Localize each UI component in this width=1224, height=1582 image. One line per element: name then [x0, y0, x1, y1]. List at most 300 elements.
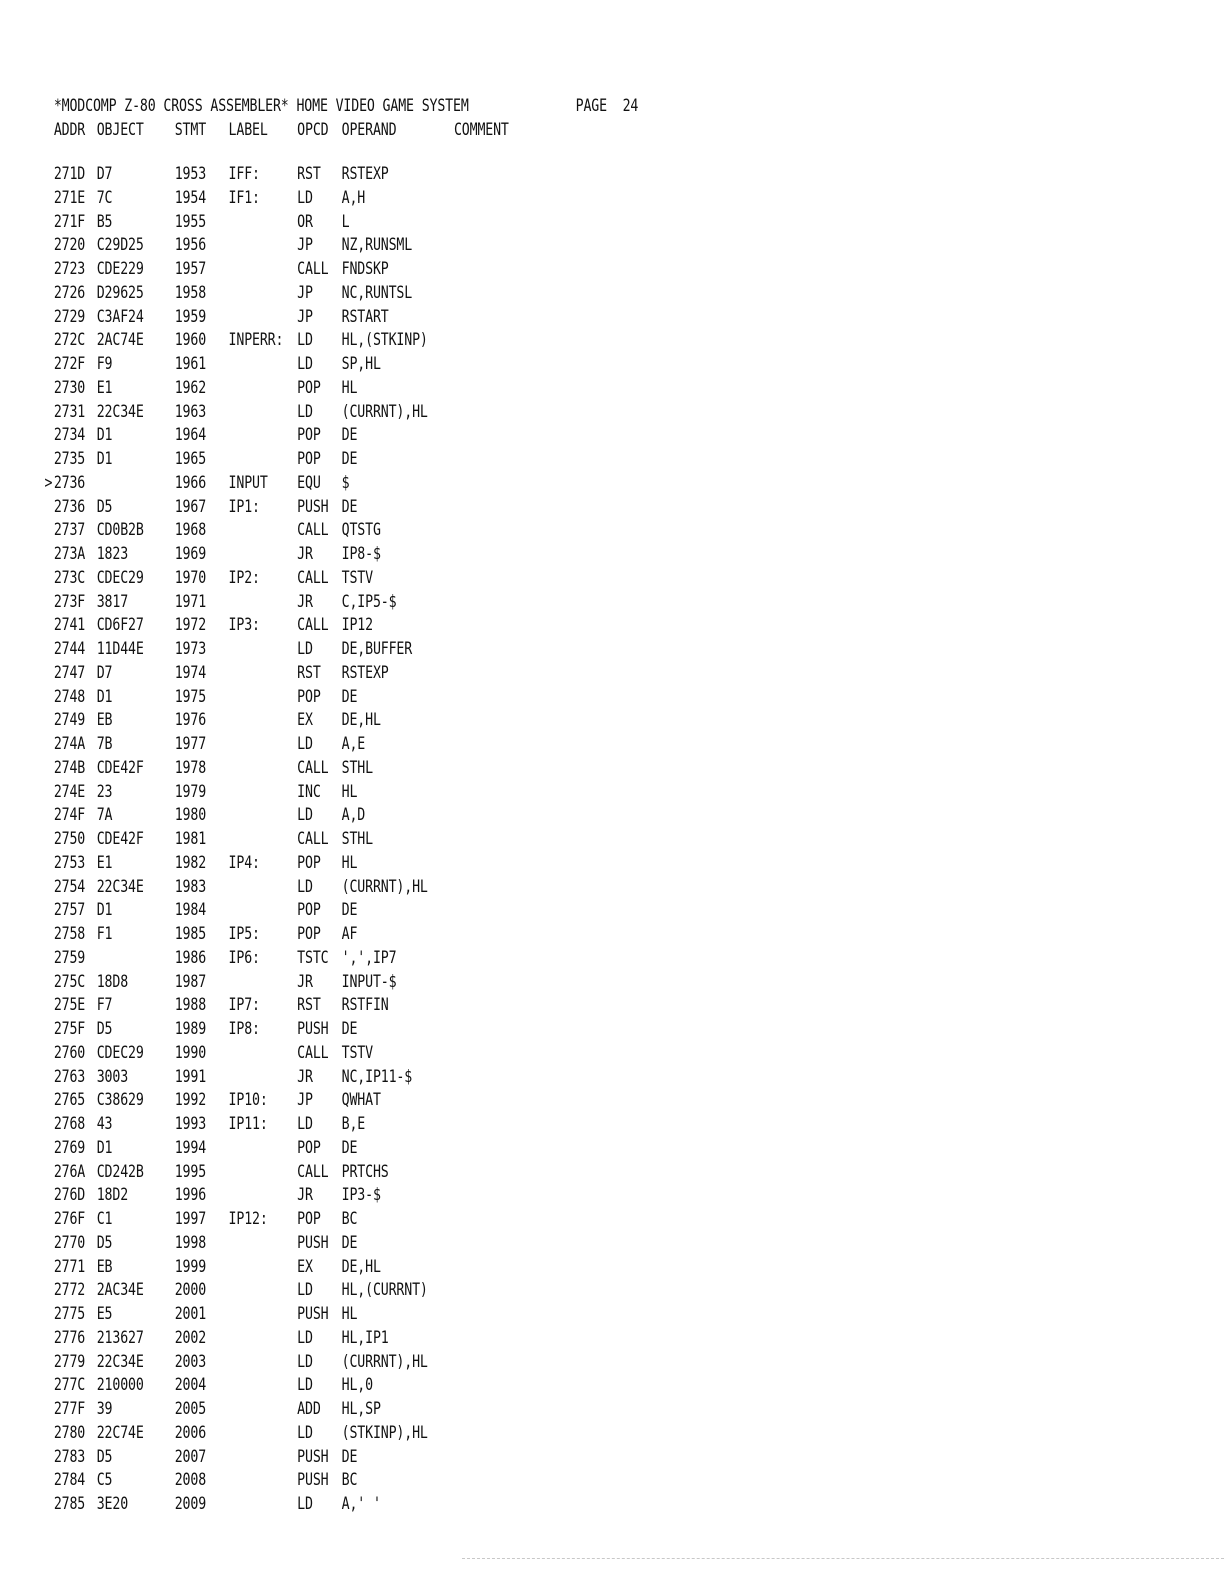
object-cell: D5 — [96, 1232, 113, 1253]
stmt-cell: 2009 — [174, 1494, 207, 1514]
addr-cell: 2726 — [53, 282, 86, 303]
stmt-cell: 1992 — [174, 1090, 207, 1111]
object-cell: F9 — [96, 354, 113, 374]
opcode-cell: LD — [297, 354, 313, 374]
object-cell: D5 — [96, 496, 113, 517]
operand-cell: RSTEXP — [341, 164, 389, 184]
opcode-cell: LD — [297, 1375, 313, 1396]
listing-title: *MODCOMP Z-80 CROSS ASSEMBLER* HOME VIDEO GAME SYSTEM — [53, 96, 469, 116]
operand-cell: QTSTG — [341, 520, 381, 541]
addr-cell: 2750 — [53, 829, 86, 849]
operand-cell: DE — [341, 449, 358, 469]
opcode-cell: PUSH — [297, 1446, 329, 1467]
opcode-cell: JR — [297, 1066, 313, 1087]
addr-cell: 2744 — [53, 639, 86, 659]
addr-cell: 271D — [53, 164, 86, 184]
opcode-cell: JP — [297, 282, 313, 303]
opcode-cell: PUSH — [297, 496, 329, 517]
stmt-cell: 1997 — [174, 1209, 207, 1229]
opcode-cell: LD — [297, 401, 313, 422]
operand-cell: STHL — [341, 757, 373, 778]
operand-cell: HL,IP1 — [341, 1327, 389, 1348]
object-cell: CD0B2B — [96, 520, 144, 541]
label-cell: INPUT — [228, 472, 268, 493]
stmt-cell: 1986 — [174, 947, 207, 968]
object-cell: C1 — [96, 1209, 113, 1229]
stmt-cell: 1959 — [174, 306, 207, 327]
stmt-cell: 2003 — [174, 1351, 207, 1372]
opcode-cell: LD — [297, 876, 313, 897]
opcode-cell: POP — [297, 686, 321, 707]
object-cell: 3003 — [96, 1066, 129, 1087]
operand-cell: HL — [341, 852, 358, 873]
stmt-cell: 1996 — [174, 1185, 207, 1206]
object-cell: D5 — [96, 1446, 113, 1467]
addr-cell: 2741 — [53, 615, 86, 636]
stmt-cell: 1980 — [174, 805, 207, 826]
operand-cell: DE,HL — [341, 1256, 381, 1277]
addr-cell: 271F — [53, 211, 86, 232]
stmt-cell: 1974 — [174, 662, 207, 683]
opcode-cell: CALL — [297, 1161, 329, 1182]
object-cell: 18D8 — [96, 971, 129, 992]
operand-cell: DE — [341, 425, 358, 446]
opcode-cell: CALL — [297, 520, 329, 541]
addr-cell: 2760 — [53, 1042, 86, 1063]
operand-cell: HL,0 — [341, 1375, 373, 1396]
opcode-cell: CALL — [297, 567, 329, 588]
operand-cell: AF — [341, 924, 358, 944]
stmt-cell: 1968 — [174, 520, 207, 541]
addr-cell: 2785 — [53, 1494, 86, 1514]
operand-cell: DE — [341, 686, 358, 707]
stmt-cell: 1977 — [174, 734, 207, 754]
operand-cell: INPUT-$ — [341, 971, 397, 992]
opcode-cell: LD — [297, 734, 313, 754]
addr-cell: 2730 — [53, 377, 86, 398]
opcode-cell: PUSH — [297, 1232, 329, 1253]
object-cell: CDE42F — [96, 757, 144, 778]
addr-cell: 2734 — [53, 425, 86, 446]
operand-cell: PRTCHS — [341, 1161, 389, 1182]
stmt-cell: 1965 — [174, 449, 207, 469]
object-cell: CDE42F — [96, 829, 144, 849]
addr-cell: 2737 — [53, 520, 86, 541]
opcode-cell: LD — [297, 1280, 313, 1301]
object-cell: 1823 — [96, 544, 129, 564]
column-header-comment: COMMENT — [453, 120, 509, 140]
object-cell: 213627 — [96, 1327, 144, 1348]
addr-cell: 2747 — [53, 662, 86, 683]
opcode-cell: POP — [297, 852, 321, 873]
operand-cell: HL,(STKINP) — [341, 330, 428, 351]
operand-cell: B,E — [341, 1114, 366, 1134]
stmt-cell: 1958 — [174, 282, 207, 303]
stmt-cell: 2006 — [174, 1422, 207, 1443]
stmt-cell: 2005 — [174, 1399, 207, 1419]
object-cell: D29625 — [96, 282, 144, 303]
stmt-cell: 1967 — [174, 496, 207, 517]
addr-cell: 2748 — [53, 686, 86, 707]
addr-cell: 2779 — [53, 1351, 86, 1372]
stmt-cell: 1956 — [174, 235, 207, 256]
operand-cell: (STKINP),HL — [341, 1422, 428, 1443]
object-cell: E1 — [96, 852, 113, 873]
margin-mark: > — [44, 472, 53, 493]
opcode-cell: POP — [297, 449, 321, 469]
opcode-cell: EX — [297, 710, 313, 731]
opcode-cell: JR — [297, 1185, 313, 1206]
object-cell: 7A — [96, 805, 113, 826]
operand-cell: A,E — [341, 734, 366, 754]
stmt-cell: 1976 — [174, 710, 207, 731]
stmt-cell: 1978 — [174, 757, 207, 778]
label-cell: IF1: — [228, 187, 260, 208]
object-cell: 7C — [96, 187, 113, 208]
operand-cell: SP,HL — [341, 354, 381, 374]
operand-cell: IP12 — [341, 615, 373, 636]
addr-cell: 2769 — [53, 1137, 86, 1158]
addr-cell: 276F — [53, 1209, 86, 1229]
addr-cell: 273F — [53, 591, 86, 612]
object-cell: D1 — [96, 425, 113, 446]
stmt-cell: 1970 — [174, 567, 207, 588]
opcode-cell: LD — [297, 1351, 313, 1372]
operand-cell: BC — [341, 1470, 358, 1491]
addr-cell: 2770 — [53, 1232, 86, 1253]
addr-cell: 271E — [53, 187, 86, 208]
object-cell: D5 — [96, 1019, 113, 1039]
stmt-cell: 1988 — [174, 995, 207, 1016]
addr-cell: 274B — [53, 757, 86, 778]
opcode-cell: PUSH — [297, 1304, 329, 1324]
addr-cell: 274A — [53, 734, 86, 754]
operand-cell: DE — [341, 900, 358, 921]
opcode-cell: TSTC — [297, 947, 329, 968]
addr-cell: 274F — [53, 805, 86, 826]
operand-cell: NC,IP11-$ — [341, 1066, 413, 1087]
object-cell: 23 — [96, 781, 113, 802]
operand-cell: TSTV — [341, 1042, 373, 1063]
stmt-cell: 1981 — [174, 829, 207, 849]
addr-cell: 2757 — [53, 900, 86, 921]
stmt-cell: 2002 — [174, 1327, 207, 1348]
stmt-cell: 1969 — [174, 544, 207, 564]
opcode-cell: JP — [297, 235, 313, 256]
addr-cell: 2763 — [53, 1066, 86, 1087]
addr-cell: 276D — [53, 1185, 86, 1206]
stmt-cell: 1953 — [174, 164, 207, 184]
object-cell: 22C34E — [96, 1351, 144, 1372]
stmt-cell: 2001 — [174, 1304, 207, 1324]
addr-cell: 2771 — [53, 1256, 86, 1277]
label-cell: IP3: — [228, 615, 260, 636]
stmt-cell: 1995 — [174, 1161, 207, 1182]
operand-cell: DE,HL — [341, 710, 381, 731]
operand-cell: HL — [341, 1304, 358, 1324]
opcode-cell: CALL — [297, 1042, 329, 1063]
opcode-cell: EQU — [297, 472, 321, 493]
operand-cell: A,' ' — [341, 1494, 381, 1514]
object-cell: 18D2 — [96, 1185, 129, 1206]
stmt-cell: 2007 — [174, 1446, 207, 1467]
addr-cell: 275F — [53, 1019, 86, 1039]
operand-cell: HL — [341, 377, 358, 398]
stmt-cell: 1984 — [174, 900, 207, 921]
operand-cell: TSTV — [341, 567, 373, 588]
addr-cell: 273A — [53, 544, 86, 564]
addr-cell: 2768 — [53, 1114, 86, 1134]
stmt-cell: 1994 — [174, 1137, 207, 1158]
operand-cell: L — [341, 211, 350, 232]
addr-cell: 2720 — [53, 235, 86, 256]
opcode-cell: RST — [297, 995, 321, 1016]
object-cell: E5 — [96, 1304, 113, 1324]
label-cell: IP8: — [228, 1019, 260, 1039]
opcode-cell: CALL — [297, 259, 329, 279]
addr-cell: 2736 — [53, 496, 86, 517]
object-cell: C5 — [96, 1470, 113, 1491]
object-cell: 2AC34E — [96, 1280, 144, 1301]
opcode-cell: CALL — [297, 615, 329, 636]
operand-cell: (CURRNT),HL — [341, 1351, 428, 1372]
operand-cell: A,H — [341, 187, 366, 208]
object-cell: D1 — [96, 449, 113, 469]
stmt-cell: 1991 — [174, 1066, 207, 1087]
label-cell: IP5: — [228, 924, 260, 944]
opcode-cell: POP — [297, 377, 321, 398]
addr-cell: 2736 — [53, 472, 86, 493]
opcode-cell: LD — [297, 1114, 313, 1134]
label-cell: IP2: — [228, 567, 260, 588]
object-cell: C3AF24 — [96, 306, 144, 327]
label-cell: INPERR: — [228, 330, 284, 351]
opcode-cell: CALL — [297, 757, 329, 778]
operand-cell: HL,(CURRNT) — [341, 1280, 428, 1301]
object-cell: D7 — [96, 662, 113, 683]
addr-cell: 272F — [53, 354, 86, 374]
object-cell: C38629 — [96, 1090, 144, 1111]
operand-cell: RSTFIN — [341, 995, 389, 1016]
operand-cell: RSTEXP — [341, 662, 389, 683]
addr-cell: 2780 — [53, 1422, 86, 1443]
stmt-cell: 1979 — [174, 781, 207, 802]
addr-cell: 272C — [53, 330, 86, 351]
operand-cell: QWHAT — [341, 1090, 381, 1111]
stmt-cell: 1962 — [174, 377, 207, 398]
opcode-cell: POP — [297, 425, 321, 446]
object-cell: EB — [96, 1256, 113, 1277]
stmt-cell: 1998 — [174, 1232, 207, 1253]
opcode-cell: LD — [297, 1422, 313, 1443]
stmt-cell: 1963 — [174, 401, 207, 422]
operand-cell: NZ,RUNSML — [341, 235, 413, 256]
opcode-cell: JR — [297, 591, 313, 612]
stmt-cell: 1964 — [174, 425, 207, 446]
addr-cell: 276A — [53, 1161, 86, 1182]
stmt-cell: 1982 — [174, 852, 207, 873]
opcode-cell: JP — [297, 1090, 313, 1111]
object-cell: 22C34E — [96, 401, 144, 422]
opcode-cell: POP — [297, 900, 321, 921]
object-cell: 3E20 — [96, 1494, 129, 1514]
addr-cell: 2759 — [53, 947, 86, 968]
addr-cell: 274E — [53, 781, 86, 802]
operand-cell: $ — [341, 472, 350, 493]
label-cell: IP1: — [228, 496, 260, 517]
stmt-cell: 1955 — [174, 211, 207, 232]
page-number: PAGE 24 — [575, 96, 639, 116]
operand-cell: DE,BUFFER — [341, 639, 413, 659]
column-header-object: OBJECT — [96, 120, 144, 140]
opcode-cell: LD — [297, 1327, 313, 1348]
opcode-cell: CALL — [297, 829, 329, 849]
operand-cell: HL,SP — [341, 1399, 381, 1419]
operand-cell: ',',IP7 — [341, 947, 397, 968]
stmt-cell: 1960 — [174, 330, 207, 351]
addr-cell: 273C — [53, 567, 86, 588]
object-cell: B5 — [96, 211, 113, 232]
opcode-cell: PUSH — [297, 1470, 329, 1491]
column-header-opcd: OPCD — [297, 120, 329, 140]
stmt-cell: 1983 — [174, 876, 207, 897]
operand-cell: RSTART — [341, 306, 389, 327]
object-cell: CDEC29 — [96, 1042, 144, 1063]
opcode-cell: PUSH — [297, 1019, 329, 1039]
addr-cell: 2772 — [53, 1280, 86, 1301]
stmt-cell: 1999 — [174, 1256, 207, 1277]
object-cell: CD6F27 — [96, 615, 144, 636]
addr-cell: 2783 — [53, 1446, 86, 1467]
addr-cell: 2735 — [53, 449, 86, 469]
label-cell: IFF: — [228, 164, 260, 184]
addr-cell: 2749 — [53, 710, 86, 731]
opcode-cell: LD — [297, 639, 313, 659]
operand-cell: STHL — [341, 829, 373, 849]
object-cell: CDE229 — [96, 259, 144, 279]
addr-cell: 2758 — [53, 924, 86, 944]
label-cell: IP11: — [228, 1114, 268, 1134]
label-cell: IP4: — [228, 852, 260, 873]
object-cell: D1 — [96, 900, 113, 921]
addr-cell: 2784 — [53, 1470, 86, 1491]
object-cell: 7B — [96, 734, 113, 754]
opcode-cell: LD — [297, 805, 313, 826]
opcode-cell: POP — [297, 1137, 321, 1158]
opcode-cell: EX — [297, 1256, 313, 1277]
operand-cell: DE — [341, 496, 358, 517]
stmt-cell: 1975 — [174, 686, 207, 707]
operand-cell: DE — [341, 1137, 358, 1158]
addr-cell: 2776 — [53, 1327, 86, 1348]
operand-cell: A,D — [341, 805, 366, 826]
stmt-cell: 1957 — [174, 259, 207, 279]
operand-cell: C,IP5-$ — [341, 591, 397, 612]
addr-cell: 2753 — [53, 852, 86, 873]
object-cell: 22C34E — [96, 876, 144, 897]
opcode-cell: LD — [297, 1494, 313, 1514]
operand-cell: BC — [341, 1209, 358, 1229]
opcode-cell: LD — [297, 187, 313, 208]
label-cell: IP6: — [228, 947, 260, 968]
column-header-addr: ADDR — [53, 120, 86, 140]
opcode-cell: ADD — [297, 1399, 321, 1419]
object-cell: 2AC74E — [96, 330, 144, 351]
page-edge-artifact — [462, 1558, 1224, 1559]
object-cell: D1 — [96, 1137, 113, 1158]
stmt-cell: 1971 — [174, 591, 207, 612]
addr-cell: 2723 — [53, 259, 86, 279]
stmt-cell: 2004 — [174, 1375, 207, 1396]
label-cell: IP10: — [228, 1090, 268, 1111]
object-cell: 11D44E — [96, 639, 144, 659]
label-cell: IP7: — [228, 995, 260, 1016]
operand-cell: (CURRNT),HL — [341, 876, 428, 897]
column-header-operand: OPERAND — [341, 120, 397, 140]
object-cell: 39 — [96, 1399, 113, 1419]
operand-cell: IP8-$ — [341, 544, 381, 564]
opcode-cell: RST — [297, 662, 321, 683]
stmt-cell: 1972 — [174, 615, 207, 636]
object-cell: 3817 — [96, 591, 129, 612]
opcode-cell: OR — [297, 211, 313, 232]
object-cell: EB — [96, 710, 113, 731]
column-header-label: LABEL — [228, 120, 268, 140]
addr-cell: 2729 — [53, 306, 86, 327]
object-cell: D7 — [96, 164, 113, 184]
opcode-cell: POP — [297, 924, 321, 944]
addr-cell: 2754 — [53, 876, 86, 897]
opcode-cell: INC — [297, 781, 321, 802]
opcode-cell: JR — [297, 544, 313, 564]
object-cell: F7 — [96, 995, 113, 1016]
column-header-row — [0, 118, 509, 142]
operand-cell: DE — [341, 1019, 358, 1039]
operand-cell: DE — [341, 1232, 358, 1253]
stmt-cell: 1985 — [174, 924, 207, 944]
addr-cell: 275E — [53, 995, 86, 1016]
object-cell: 210000 — [96, 1375, 144, 1396]
stmt-cell: 2000 — [174, 1280, 207, 1301]
stmt-cell: 1989 — [174, 1019, 207, 1039]
opcode-cell: RST — [297, 164, 321, 184]
listing-header — [0, 94, 639, 118]
stmt-cell: 1966 — [174, 472, 207, 493]
stmt-cell: 2008 — [174, 1470, 207, 1491]
stmt-cell: 1993 — [174, 1114, 207, 1134]
opcode-cell: POP — [297, 1209, 321, 1229]
opcode-cell: LD — [297, 330, 313, 351]
addr-cell: 2765 — [53, 1090, 86, 1111]
operand-cell: HL — [341, 781, 358, 802]
column-header-stmt: STMT — [174, 120, 207, 140]
object-cell: D1 — [96, 686, 113, 707]
object-cell: C29D25 — [96, 235, 144, 256]
operand-cell: (CURRNT),HL — [341, 401, 428, 422]
addr-cell: 275C — [53, 971, 86, 992]
stmt-cell: 1973 — [174, 639, 207, 659]
stmt-cell: 1954 — [174, 187, 207, 208]
operand-cell: IP3-$ — [341, 1185, 381, 1206]
object-cell: 22C74E — [96, 1422, 144, 1443]
object-cell: F1 — [96, 924, 113, 944]
operand-cell: NC,RUNTSL — [341, 282, 413, 303]
operand-cell: FNDSKP — [341, 259, 389, 279]
operand-cell: DE — [341, 1446, 358, 1467]
object-cell: 43 — [96, 1114, 113, 1134]
opcode-cell: JP — [297, 306, 313, 327]
addr-cell: 2775 — [53, 1304, 86, 1324]
